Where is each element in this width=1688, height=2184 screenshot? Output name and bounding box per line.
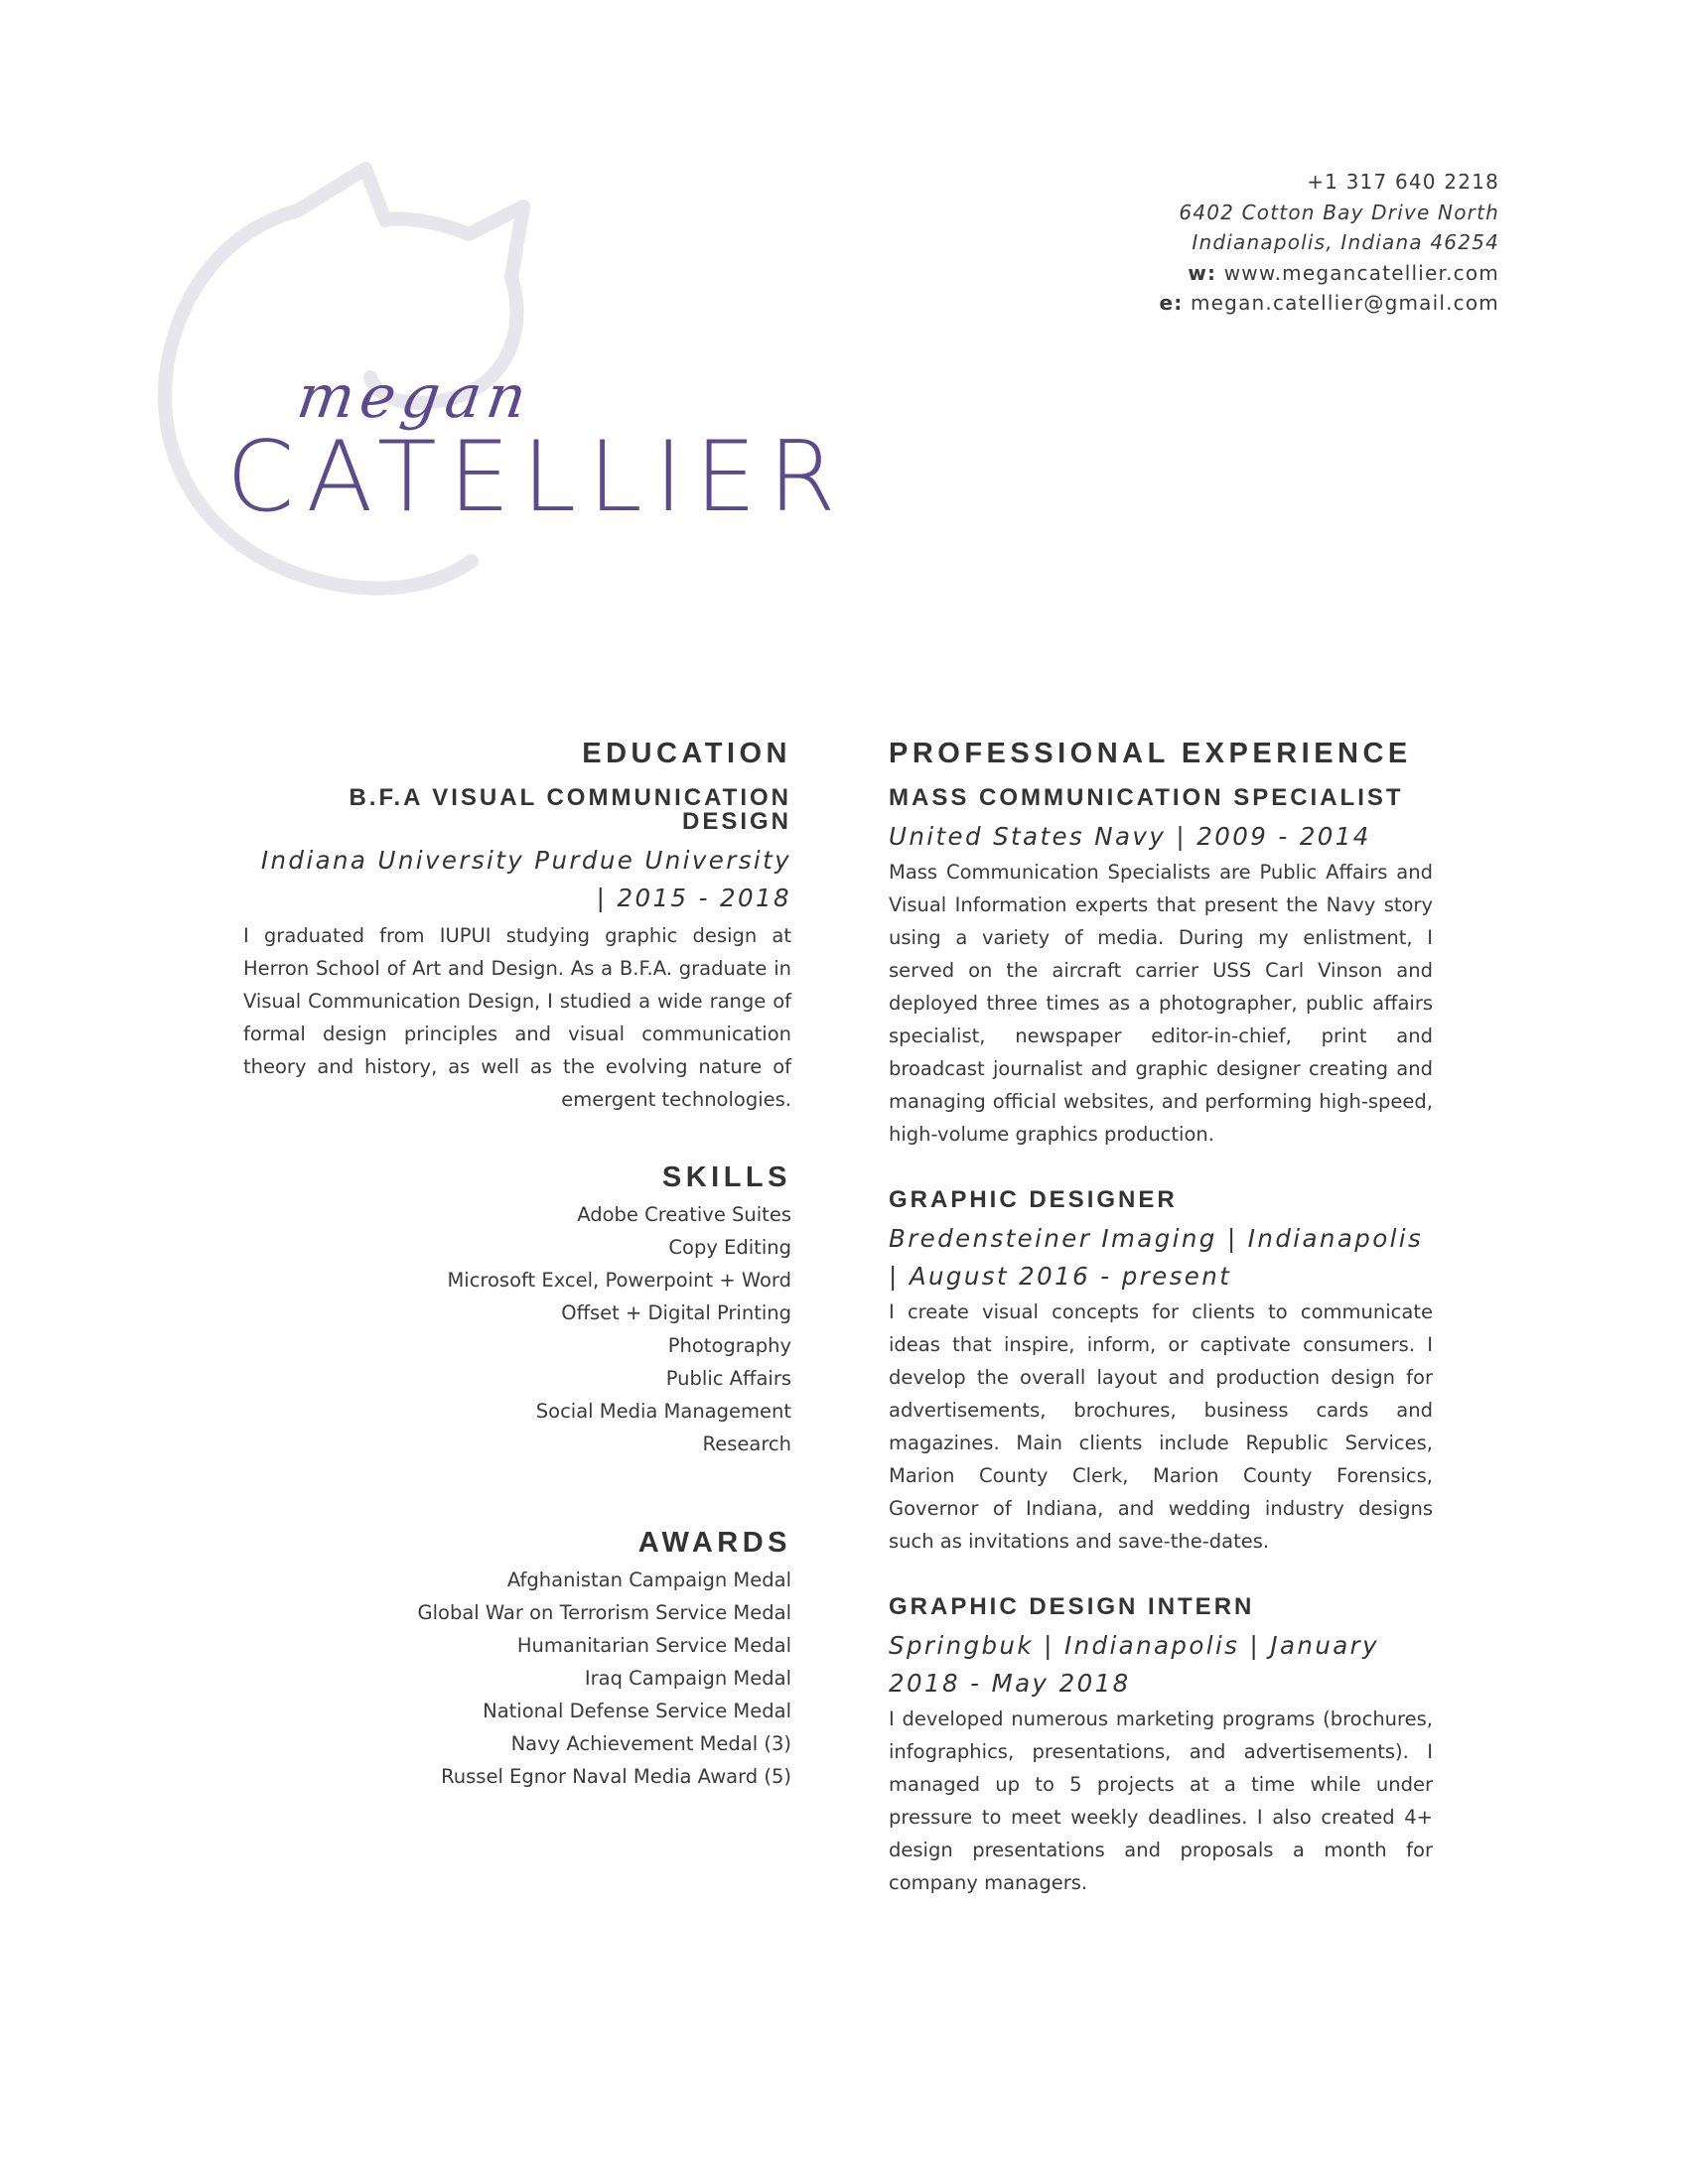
job-description: I create visual concepts for clients to communicate ideas that inspire, inform, or captivate consumers. I develop the overall layout and production design for advertisements, brochures, business cards and magazines. Main clients include Republic Services, Marion County Clerk, Marion County Forensics, Governor of Indiana, and wedding industry designs such as invitations and save-the-dates. <box>889 1300 1433 1553</box>
skills-heading: SKILLS <box>661 1161 791 1193</box>
job-entry <box>889 786 1433 1151</box>
award-item: Navy Achievement Medal (3) <box>510 1732 791 1755</box>
skill-item: Public Affairs <box>665 1367 791 1390</box>
education-degree: B.F.A VISUAL COMMUNICATION DESIGN <box>349 784 791 835</box>
award-item: Iraq Campaign Medal <box>584 1667 791 1690</box>
skill-item: Adobe Creative Suites <box>577 1203 791 1226</box>
job-organization: Bredensteiner Imaging | Indianapolis | August 2016 - present <box>889 1224 1424 1291</box>
skill-item: Copy Editing <box>668 1236 791 1259</box>
education-description: I graduated from IUPUI studying graphic design at Herron School of Art and Design. As a B.F.A. graduate in Visual Communication Design, I studied a wide range of formal design principles and visual communication theory and history, as well as the evolving nature of emergent technologies. <box>243 924 791 1111</box>
contact-website-row <box>1159 258 1499 289</box>
education-school: Indiana University Purdue University | 2015 - 2018 <box>260 846 791 912</box>
contact-email-label: e: <box>1159 291 1184 315</box>
contact-phone: +1 317 640 2218 <box>1307 170 1499 194</box>
award-item: National Defense Service Medal <box>483 1700 791 1722</box>
education-section <box>243 740 791 1116</box>
experience-heading: PROFESSIONAL EXPERIENCE <box>889 738 1412 769</box>
contact-website-link[interactable]: www.megancatellier.com <box>1223 260 1499 285</box>
job-title: GRAPHIC DESIGNER <box>889 1186 1178 1213</box>
contact-email-link[interactable]: megan.catellier@gmail.com <box>1191 291 1499 315</box>
award-item: Afghanistan Campaign Medal <box>506 1569 791 1591</box>
skill-item: Photography <box>667 1334 791 1357</box>
skills-section <box>243 1163 791 1460</box>
award-item: Humanitarian Service Medal <box>516 1634 791 1657</box>
skill-item: Microsoft Excel, Powerpoint + Word <box>447 1269 791 1292</box>
contact-website-label: w: <box>1188 260 1217 285</box>
awards-section <box>243 1529 791 1793</box>
job-entry <box>889 1595 1433 1899</box>
skill-item: Research <box>702 1433 791 1455</box>
contact-address-line-1: 6402 Cotton Bay Drive North <box>1179 200 1499 224</box>
logo-last-name: CATELLIER <box>226 421 848 534</box>
experience-section <box>889 740 1433 1899</box>
skill-item: Offset + Digital Printing <box>561 1301 791 1324</box>
job-title: MASS COMMUNICATION SPECIALIST <box>889 784 1404 811</box>
job-entry <box>889 1188 1433 1558</box>
job-description: I developed numerous marketing programs (brochures, infographics, presentations, and advertisements). I managed up to 5 projects at a time while under pressure to meet weekly deadlines. I also created 4+ design presentations and proposals a month for company managers. <box>889 1707 1433 1894</box>
award-item: Russel Egnor Naval Media Award (5) <box>441 1765 791 1788</box>
contact-block <box>1159 167 1499 319</box>
job-description: Mass Communication Specialists are Public Affairs and Visual Information experts that present the Navy story using a variety of media. During my enlistment, I served on the aircraft carrier USS Carl Vinson and deployed three times as a photographer, public affairs specialist, newspaper editor-in-chief, print and broadcast journalist and graphic designer creating and managing official websites, and performing high-speed, high-volume graphics production. <box>889 861 1433 1146</box>
job-organization: Springbuk | Indianapolis | January 2018 - May 2018 <box>889 1631 1380 1698</box>
awards-heading: AWARDS <box>637 1527 791 1559</box>
job-title: GRAPHIC DESIGN INTERN <box>889 1593 1255 1620</box>
education-heading: EDUCATION <box>582 738 791 769</box>
contact-address-line-2: Indianapolis, Indiana 46254 <box>1192 230 1499 254</box>
job-organization: United States Navy | 2009 - 2014 <box>889 822 1371 851</box>
logo-first-name: megan <box>293 362 537 432</box>
award-item: Global War on Terrorism Service Medal <box>417 1601 791 1624</box>
skill-item: Social Media Management <box>535 1400 791 1423</box>
contact-email-row <box>1159 288 1499 319</box>
